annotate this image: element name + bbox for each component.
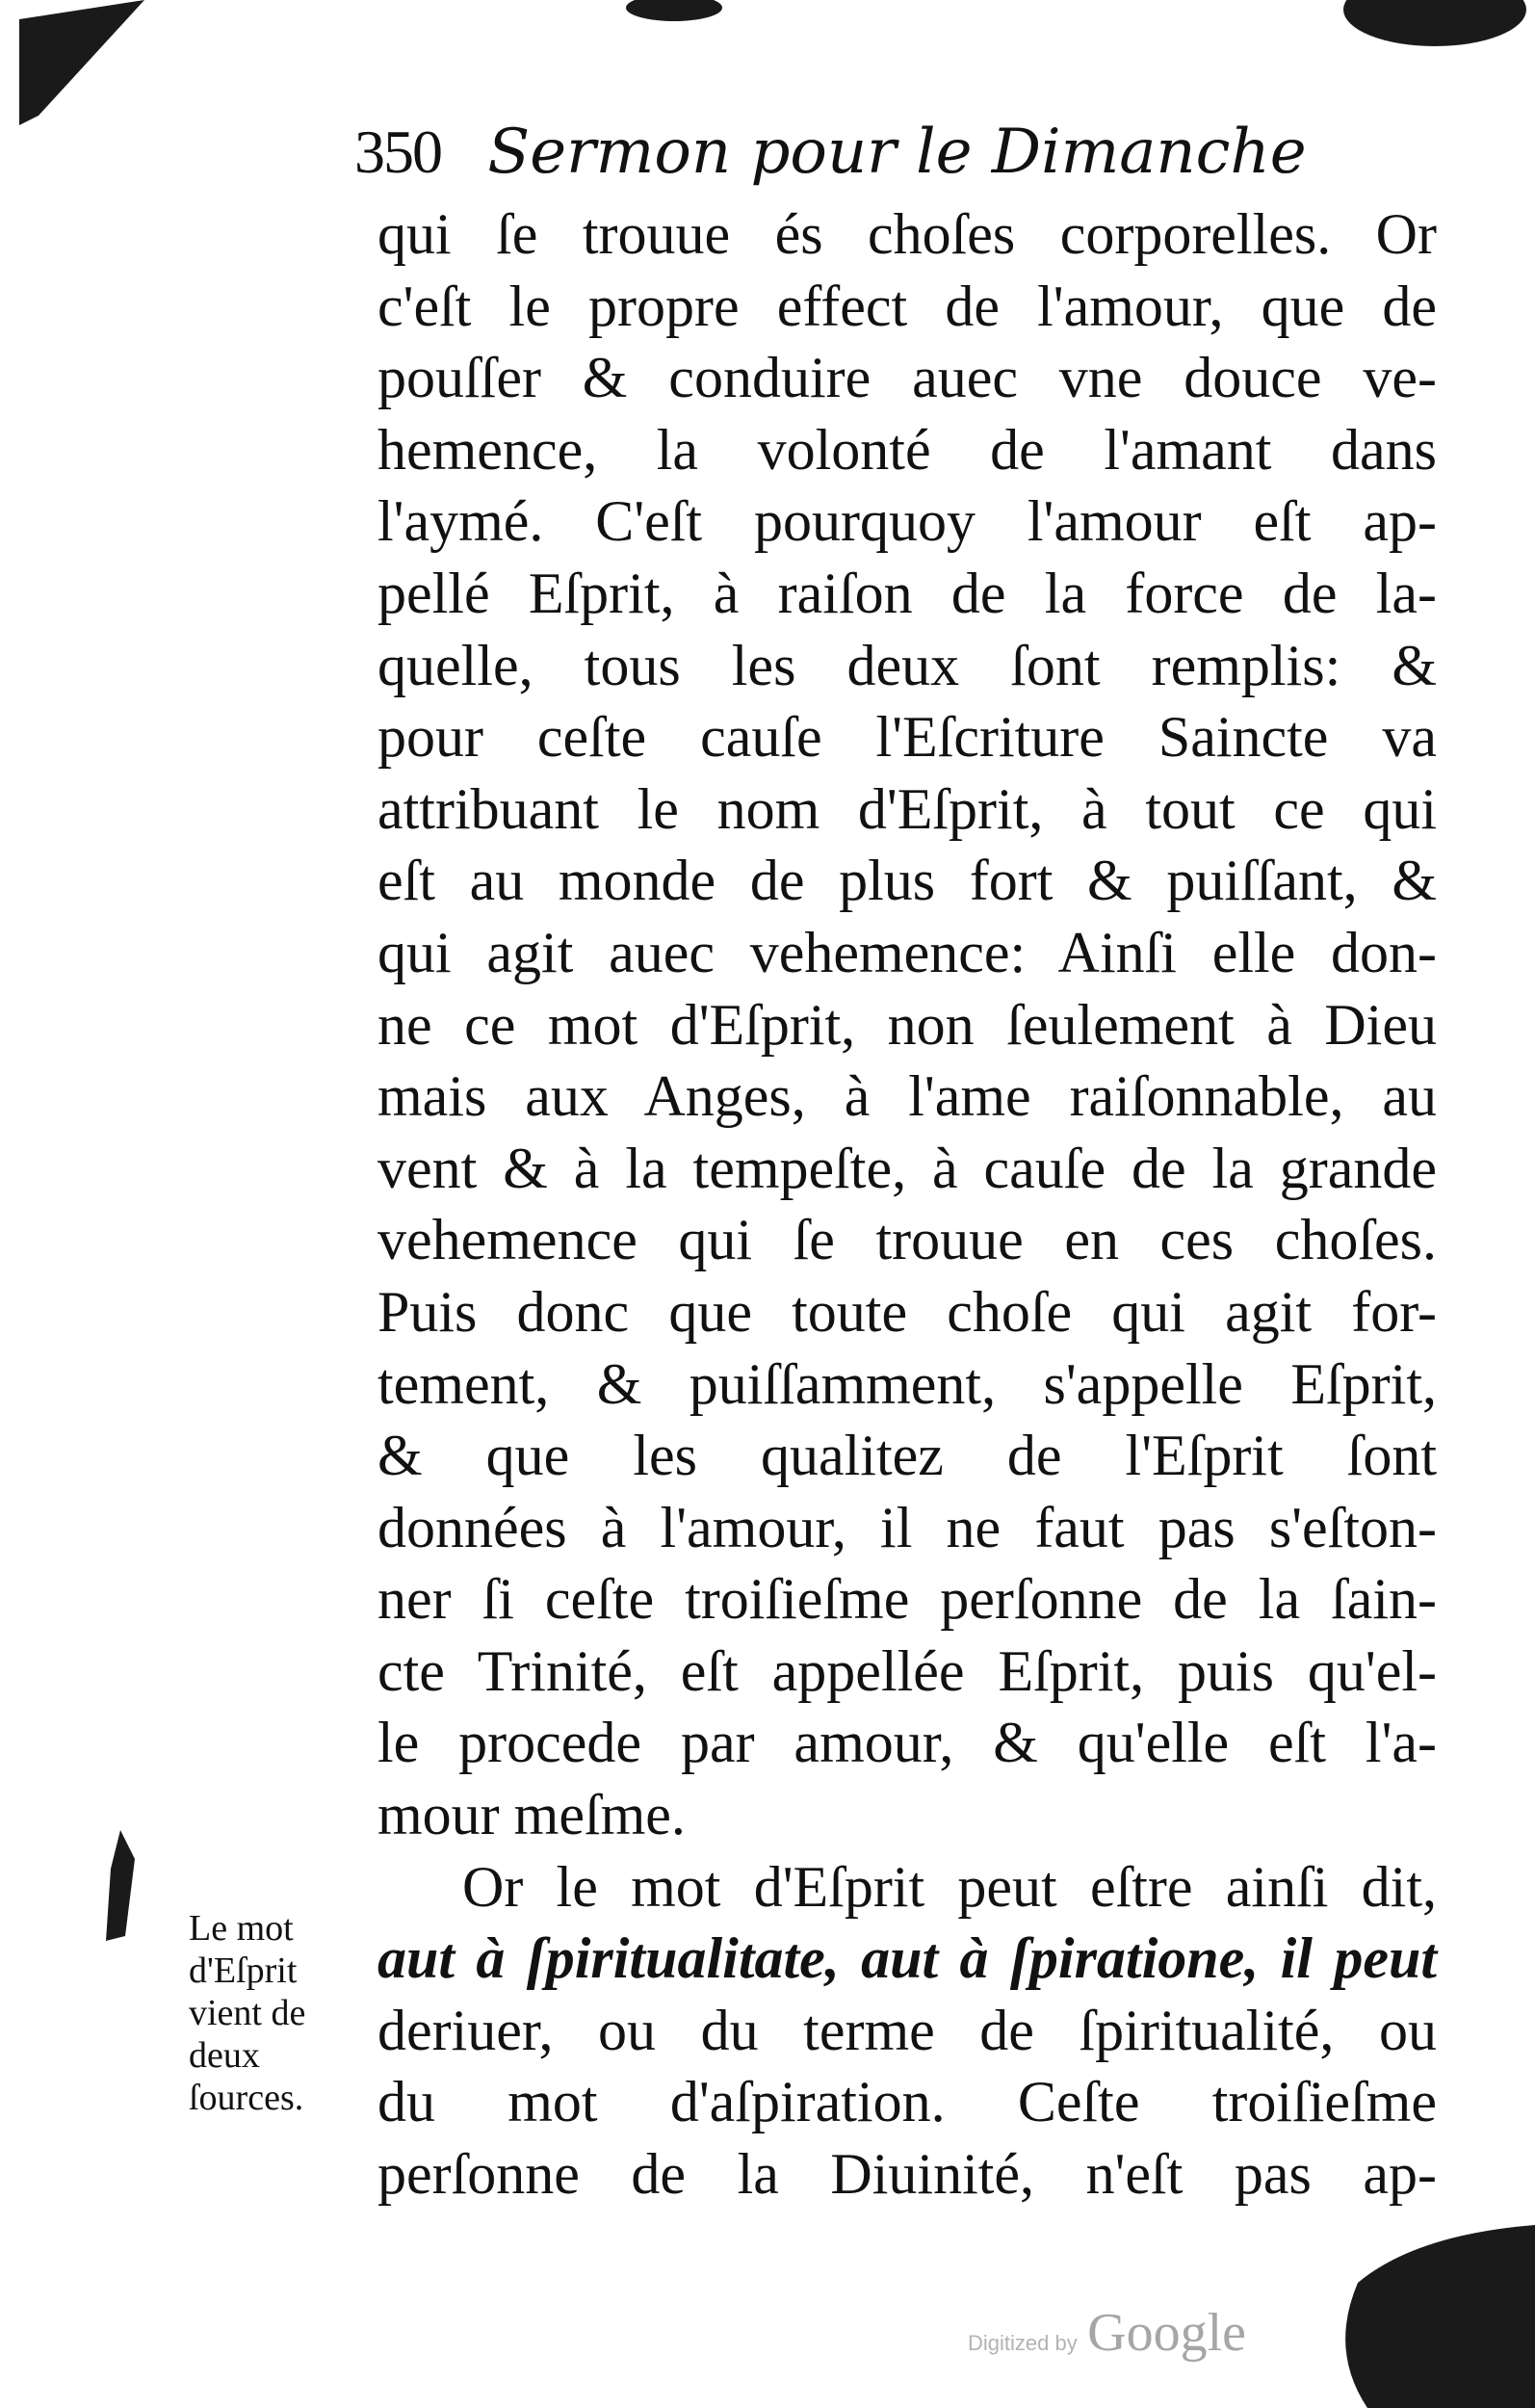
margin-note-line: d'Eſprit [189,1950,298,1991]
text-line: pouſſer & conduire auec vne douce ve- [377,346,1437,410]
running-title: Sermon pour le Dimanche [487,117,1307,188]
margin-note-line: Le mot [189,1908,294,1949]
text-line: vent & à la tempeſte, à cauſe de la grande [377,1136,1437,1200]
text-line: deriuer, ou du terme de ſpiritualité, ou [377,1998,1437,2062]
text-line: attribuant le nom d'Eſprit, à tout ce qui [377,776,1437,841]
text-line: Puis donc que toute choſe qui agit for- [377,1279,1437,1344]
text-line: mais aux Anges, à l'ame raiſonnable, au [377,1064,1437,1129]
text-line: eſt au monde de plus fort & puiſſant, & [377,849,1437,913]
text-line: perſonne de la Diuinité, n'eſt pas ap- [377,2142,1437,2207]
margin-note-line: deux [189,2035,260,2076]
text-line: ne ce mot d'Eſprit, non ſeulement à Dieu [377,992,1437,1057]
text-line: & que les qualitez de l'Eſprit ſont [377,1424,1437,1488]
paragraph-start-line: Or le mot d'Eſprit peut eſtre ainſi dit, [462,1854,1437,1919]
text-line: l'aymé. C'eſt pourquoy l'amour eſt ap- [377,489,1437,554]
latin-citation-line: aut à ſpiritualitate, aut à ſpiratione, il peut [377,1926,1437,1991]
text-line: données à l'amour, il ne faut pas s'eſton- [377,1495,1437,1559]
corner-scan-mark [0,0,164,135]
text-line: hemence, la volonté de l'amant dans [377,417,1437,482]
margin-ink-smudge [91,1830,149,1946]
watermark-prefix: Digitized by [968,2331,1078,2355]
text-line: ner ſi ceſte troiſieſme perſonne de la ſain- [377,1567,1437,1632]
page-number: 350 [354,118,441,186]
text-line: tement, & puiſſamment, s'appelle Eſprit, [377,1351,1437,1416]
text-line: cte Trinité, eſt appellée Eſprit, puis qu'el- [377,1638,1437,1703]
running-header [354,116,1462,189]
margin-note-line: vient de [189,1993,306,2033]
text-line: du mot d'aſpiration. Ceſte troiſieſme [377,2070,1437,2134]
body-text [377,198,1437,2211]
text-line: c'eſt le propre effect de l'amour, que de [377,274,1437,338]
text-line: qui agit auec vehemence: Ainſi elle don- [377,920,1437,984]
text-line: qui ſe trouue és choſes corporelles. Or [377,202,1437,266]
bottom-right-page-damage [1329,2225,1535,2408]
text-line: le procede par amour, & qu'elle eſt l'a- [377,1711,1437,1775]
text-line: pellé Eſprit, à raiſon de la force de la- [377,561,1437,625]
google-watermark [968,2302,1246,2364]
margin-note [189,1907,352,2119]
text-line: pour ceſte cauſe l'Eſcriture Saincte va [377,705,1437,770]
text-line: mour meſme. [377,1783,686,1847]
text-line: vehemence qui ſe trouue en ces choſes. [377,1208,1437,1272]
top-right-ink-blot [1339,0,1531,58]
text-line: quelle, tous les deux ſont remplis: & [377,633,1437,697]
google-logo: Google [1087,2303,1247,2363]
top-ink-blot [616,0,732,29]
margin-note-line: ſources. [189,2078,304,2118]
